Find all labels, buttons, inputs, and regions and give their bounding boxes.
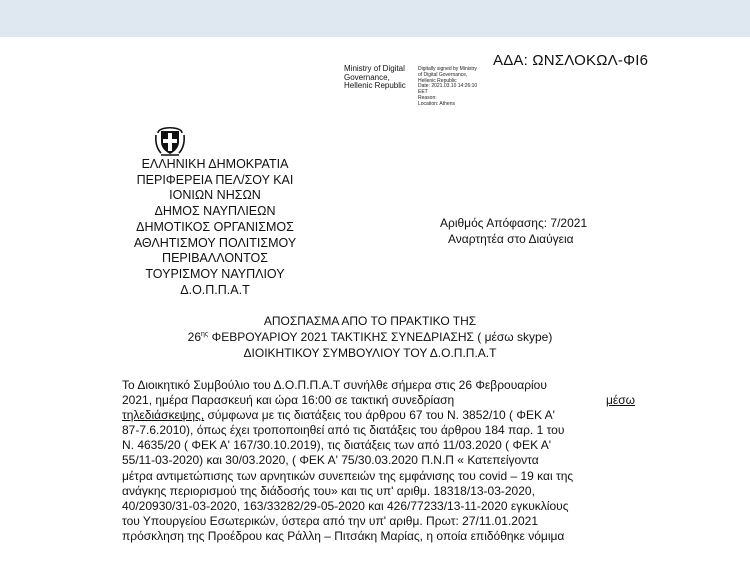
- body-text-segment: 40/20930/31-03-2020, 163/33282/29-05-2020 και 426/77233/13-11-2020 εγκυκλίους: [122, 498, 569, 513]
- signature-detail-line: Location: Athens: [418, 100, 455, 107]
- heading-day-suffix: ης: [201, 331, 209, 338]
- body-text-segment: πρόσκληση της Προέδρου κας Ράλλη – Πιτσάκη Μαρίας, η οποία επιδόθηκε νόμιμα: [122, 528, 565, 543]
- signer-line: Hellenic Republic: [344, 81, 406, 90]
- signature-detail-line: EET: [418, 89, 428, 96]
- signer-line: Ministry of Digital: [344, 64, 405, 73]
- signature-detail-line: Digitally signed by Ministry: [418, 66, 477, 72]
- heading-day: 26: [187, 330, 201, 344]
- extract-heading: [90, 313, 650, 361]
- authority-line: Δ.Ο.Π.Π.Α.Τ: [180, 282, 250, 297]
- signature-detail-line: Hellenic Republic: [418, 77, 457, 84]
- body-text-segment: 87-7.6.2010), όπως έχει τροποποιηθεί από τις διατάξεις του άρθρου 184 παρ. 1 του: [122, 423, 565, 438]
- body-text-segment: του Υπουργείου Εσωτερικών, ύστερα από την υπ' αριθμ. Πρωτ: 27/11.01.2021: [122, 513, 538, 528]
- body-text-segment: Το Διοικητικό Συμβούλιο του Δ.Ο.Π.Π.Α.Τ συνήλθε σήμερα στις 26 Φεβρουαρίου: [122, 378, 547, 392]
- body-line: [122, 378, 635, 393]
- body-line: [122, 514, 635, 529]
- body-text-segment: σύμφωνα με τις διατάξεις του άρθρου 67 του Ν. 3852/10 ( ΦΕΚ Α': [204, 408, 555, 423]
- posting-note: Αναρτητέα στο Διαύγεια: [448, 232, 574, 246]
- signature-detail-line: Reason:: [418, 94, 437, 101]
- greek-coat-of-arms-icon: [152, 122, 188, 158]
- body-line: [122, 423, 635, 438]
- body-line: [122, 438, 635, 453]
- viewer-top-bar: [0, 0, 750, 37]
- body-line: [122, 408, 635, 423]
- underlined-text: μέσω: [605, 393, 635, 408]
- body-line: [122, 393, 635, 408]
- decision-number: Αριθμός Απόφασης: 7/2021: [440, 216, 588, 230]
- issuing-authority: [70, 157, 360, 298]
- signature-detail-line: Date: 2021.03.10 14:26:10: [418, 83, 478, 90]
- heading-line-1: ΑΠΟΣΠΑΣΜΑ ΑΠΟ ΤΟ ΠΡΑΚΤΙΚΟ ΤΗΣ: [263, 314, 477, 328]
- authority-line: ΔΗΜΟΤΙΚΟΣ ΟΡΓΑΝΙΣΜΟΣ: [136, 219, 294, 234]
- authority-line: ΕΛΛΗΝΙΚΗ ΔΗΜΟΚΡΑΤΙΑ: [141, 157, 289, 171]
- body-paragraph: [122, 378, 635, 544]
- body-line: [122, 469, 635, 484]
- authority-line: ΤΟΥΡΙΣΜΟΥ ΝΑΥΠΛΙΟΥ: [145, 266, 285, 281]
- ada-code: ΑΔΑ: ΩΝΣΛΟΚΩΛ-ΦΙ6: [493, 52, 649, 69]
- digital-signature-signer: [344, 65, 406, 91]
- body-line: [122, 499, 635, 514]
- heading-line-3: ΔΙΟΙΚΗΤΙΚΟΥ ΣΥΜΒΟΥΛΙΟΥ ΤΟΥ Δ.Ο.Π.Π.Α.Τ: [243, 346, 497, 360]
- heading-session: ΦΕΒΡΟΥΑΡΙΟΥ 2021 ΤΑΚΤΙΚΗΣ ΣΥΝΕΔΡΙΑΣΗΣ ( μέσω skype): [208, 330, 553, 344]
- underlined-text: τηλεδιάσκεψης,: [122, 408, 205, 423]
- body-line: [122, 529, 635, 544]
- body-text-segment: 55/11-03-2020) και 30/03.2020, ( ΦΕΚ Α' 75/30.03.2020 Π.Ν.Π « Κατεπείγοντα: [122, 453, 539, 468]
- authority-line: ΔΗΜΟΣ ΝΑΥΠΛΙΕΩΝ: [154, 204, 276, 219]
- body-text-segment: Ν. 4635/20 ( ΦΕΚ Α' 167/30.10.2019), τις διατάξεις των από 11/03.2020 ( ΦΕΚ Α': [122, 438, 552, 453]
- signature-detail-line: of Digital Governance,: [418, 71, 468, 78]
- heading-line-2: [90, 329, 650, 345]
- digital-signature-details: [418, 67, 477, 108]
- decision-info: [440, 215, 587, 247]
- signer-line: Governance,: [344, 72, 390, 82]
- authority-line: ΙΟΝΙΩΝ ΝΗΣΩΝ: [169, 188, 261, 203]
- body-line: [122, 484, 635, 499]
- body-line: [122, 453, 635, 468]
- body-text-segment: μέτρα αντιμετώπισης των αρνητικών συνεπειών της εμφάνισης του covid – 19 και της: [122, 468, 574, 483]
- body-text-segment: [122, 408, 555, 423]
- body-text-segment: 2021, ημέρα Παρασκευή και ώρα 16:00 σε τακτική συνεδρίαση: [122, 393, 455, 408]
- authority-line: ΠΕΡΙΦΕΡΕΙΑ ΠΕΛ/ΣΟΥ ΚΑΙ: [136, 172, 294, 187]
- body-text-segment: ανάγκης περιορισμού της διάδοσής του» και τις υπ' αριθμ. 18318/13-03-2020,: [122, 483, 535, 498]
- authority-line: ΑΘΛΗΤΙΣΜΟΥ ΠΟΛΙΤΙΣΜΟΥ: [133, 235, 297, 250]
- authority-line: ΠΕΡΙΒΑΛΛΟΝΤΟΣ: [162, 251, 268, 266]
